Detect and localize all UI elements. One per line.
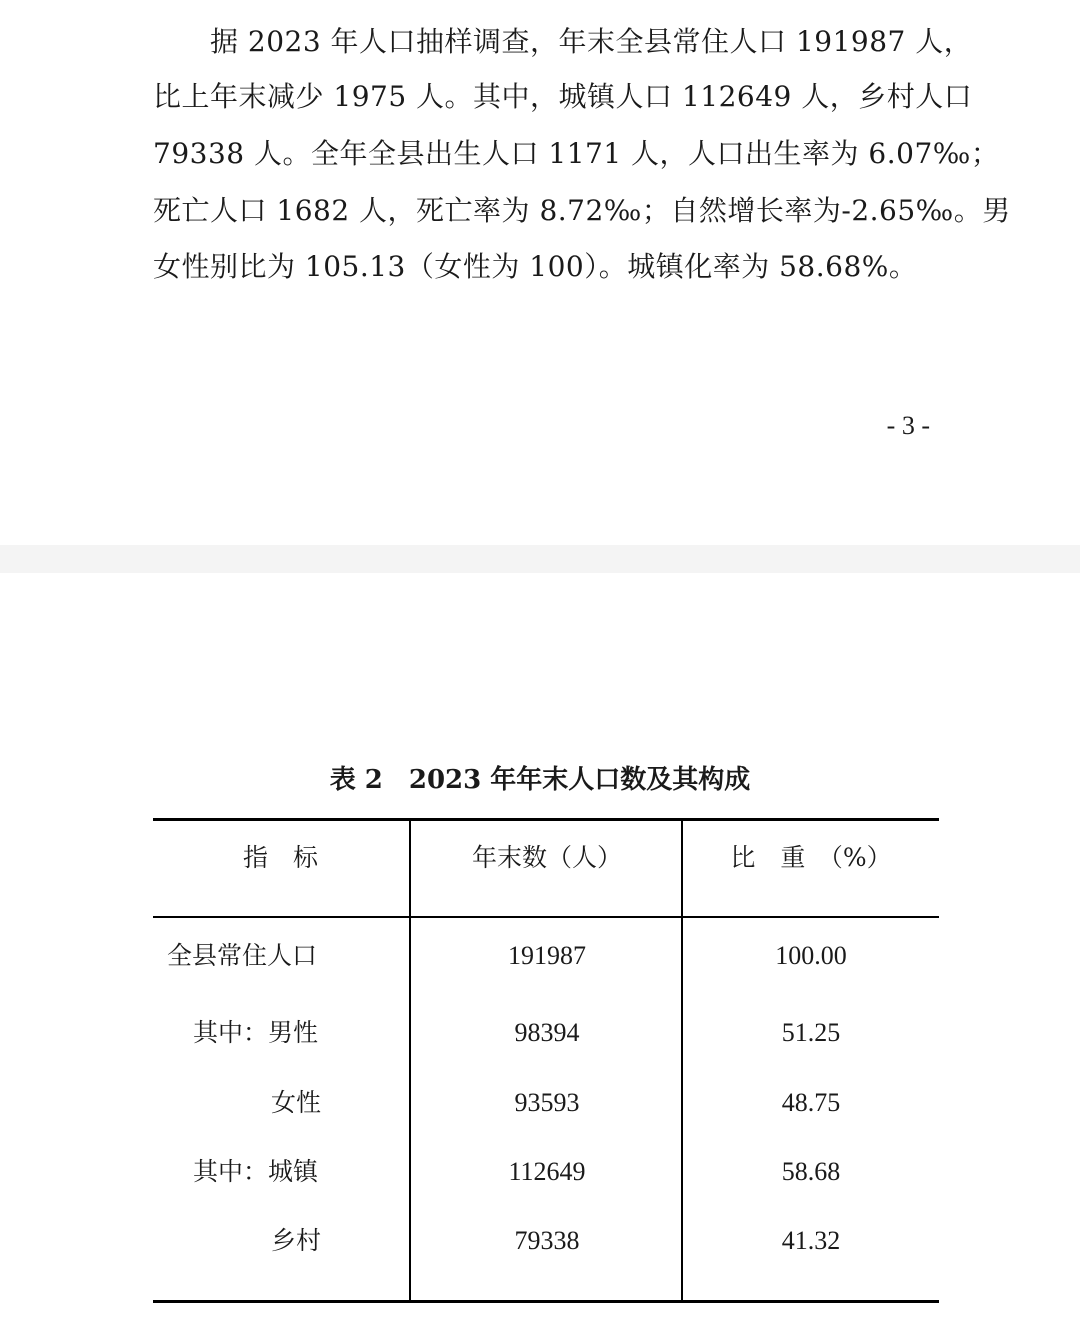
table-header-rule: [153, 916, 939, 918]
row-percent: 41.32: [781, 1226, 841, 1255]
paragraph-line: 据 2023 年人口抽样调查，年末全县常住人口 191987 人，: [210, 25, 973, 58]
page-top: [0, 0, 1080, 545]
table-top-rule: [153, 818, 939, 821]
row-count: 93593: [514, 1088, 580, 1117]
row-count: 191987: [508, 941, 586, 970]
row-label: 乡村: [271, 1226, 322, 1255]
page-number: - 3 -: [886, 411, 930, 440]
row-count: 112649: [508, 1157, 586, 1186]
header-year-end-count: 年末数（人）: [471, 843, 622, 872]
row-label: 其中：城镇: [193, 1157, 319, 1186]
row-label: 女性: [271, 1088, 322, 1117]
row-percent: 100.00: [775, 941, 847, 970]
header-proportion: 比 重 （%）: [730, 843, 892, 872]
row-percent: 48.75: [781, 1088, 841, 1117]
paragraph-line: 死亡人口 1682 人，死亡率为 8.72‰；自然增长率为-2.65‰。男: [153, 194, 1011, 227]
row-count: 98394: [514, 1018, 580, 1047]
population-table: [153, 818, 939, 1303]
row-label: 全县常住人口: [167, 941, 318, 970]
row-percent: 51.25: [781, 1018, 841, 1047]
page-bottom: [0, 573, 1080, 1340]
paragraph-line: 79338 人。全年全县出生人口 1171 人，人口出生率为 6.07‰；: [153, 137, 1000, 170]
paragraph-line: 女性别比为 105.13（女性为 100）。城镇化率为 58.68%。: [153, 250, 918, 283]
table-title: 表 2 2023 年年末人口数及其构成: [329, 765, 751, 795]
row-label: 其中：男性: [193, 1018, 319, 1047]
paragraph-line: 比上年末减少 1975 人。其中，城镇人口 112649 人，乡村人口: [153, 80, 973, 113]
row-count: 79338: [514, 1226, 580, 1255]
header-indicator: 指 标: [243, 843, 319, 872]
page-separator: [0, 545, 1080, 573]
table-bottom-rule: [153, 1300, 939, 1303]
row-percent: 58.68: [781, 1157, 841, 1186]
